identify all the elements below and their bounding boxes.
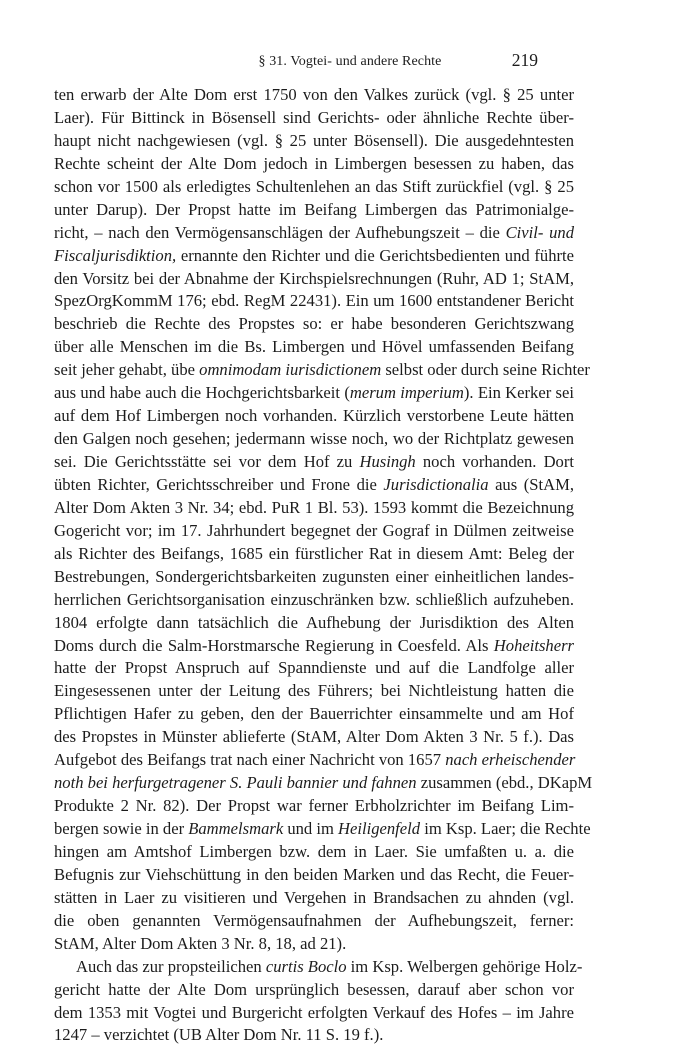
text-line: dem 1353 mit Vogtei und Burgericht erfolgten Verkauf des Hofes – im Jahre [54, 1002, 574, 1022]
italic-term: Jurisdictionalia [383, 474, 489, 494]
text-line: SpezOrgKommM 176; ebd. RegM 22431). Ein um 1600 entstandener Bericht [54, 291, 574, 311]
italic-term: Heiligenfeld [338, 819, 421, 838]
running-header [0, 50, 700, 74]
italic-term: noth bei herfurgetragener S. Pauli bannier und fahnen [54, 773, 417, 793]
text-line: 1247 – verzichtet (UB Alter Dom Nr. 11 S. 19 f.). [54, 1025, 384, 1045]
italic-term: Husingh [359, 452, 416, 471]
italic-term: nach erheischender [445, 750, 576, 770]
text-line: Laer). Für Bittinck in Bösensell sind Gerichts- oder ähnliche Rechte über- [54, 107, 574, 127]
text-line: Aufgebot des Beifangs trat nach einer Nachricht von 1657 nach erheischender [54, 750, 576, 770]
italic-term: merum imperium [349, 383, 464, 403]
text-line: haupt nicht nachgewiesen (vgl. § 25 unter Bösensell). Die ausgedehntesten [54, 130, 574, 150]
text-line: Alter Dom Akten 3 Nr. 34; ebd. PuR 1 Bl. 53). 1593 kommt die Bezeichnung [54, 497, 574, 517]
page-number: 219 [511, 50, 538, 70]
text-line: aus und habe auch die Hochgerichtsbarkeit (merum imperium). Ein Kerker sei [54, 383, 574, 403]
text-line: Rechte scheint der Alte Dom jedoch in Limbergen besessen zu haben, das [54, 153, 574, 173]
text-line: des Propstes in Münster ablieferte (StAM, Alter Dom Akten 3 Nr. 5 f.). Das [54, 727, 574, 747]
text-line: Eingesessenen unter der Leitung des Führers; bei Nichtleistung hatten die [54, 681, 574, 701]
text-line: den Galgen noch gesehen; jedermann wisse noch, wo der Richtplatz gewesen [54, 429, 574, 449]
text-line: hingen am Amtshof Limbergen bzw. dem in Laer. Sie umfaßten u. a. die [54, 841, 574, 861]
italic-term: curtis Boclo [265, 956, 347, 976]
text-line: schon vor 1500 als erledigtes Schultenlehen an das Stift zurückfiel (vgl. § 25 [54, 176, 574, 196]
text-line: beschrieb die Rechte des Propstes so: er habe besonderen Gerichtszwang [54, 314, 574, 334]
text-line: ten erwarb der Alte Dom erst 1750 von den Valkes zurück (vgl. § 25 unter [54, 85, 574, 104]
italic-term: omnimodam iurisdictionem [199, 360, 382, 380]
text-line: Pflichtigen Hafer zu geben, den der Bauerrichter einsammelte und am Hof [54, 704, 574, 724]
text-line: Doms durch die Salm-Horstmarsche Regierung in Coesfeld. Als Hoheitsherr [54, 635, 574, 655]
text-line: Befugnis zur Viehschüttung in den beiden Marken und das Recht, die Feuer- [54, 864, 574, 884]
text-line: Produkte 2 Nr. 82). Der Propst war ferner Erbholzrichter im Beifang Lim- [54, 796, 574, 816]
italic-term: Bammelsmark [188, 819, 284, 838]
text-line: noth bei herfurgetragener S. Pauli bannier und fahnen zusammen (ebd., DKapM [54, 773, 593, 793]
section-title: § 31. Vogtei- und andere Rechte [258, 54, 442, 69]
text-line: 1804 erfolgte dann tatsächlich die Aufhebung der Jurisdiktion des Alten [54, 612, 574, 632]
text-line: die oben genannten Vermögensaufnahmen der Aufhebungszeit, ferner: [54, 910, 574, 930]
italic-term: Civil- und [505, 222, 574, 242]
text-line: Bestrebungen, Sondergerichtsbarkeiten zugunsten einer einheitlichen landes- [54, 566, 574, 586]
text-line: Gogericht vor; im 17. Jahrhundert begegnet der Gograf in Dülmen zeitweise [54, 520, 574, 540]
text-line: hatte der Propst Anspruch auf Spanndienste und auf die Landfolge aller [54, 658, 574, 678]
text-line: auf dem Hof Limbergen noch vorhanden. Kürzlich verstorbene Leute hätten [54, 406, 574, 426]
text-line: über alle Menschen im die Bs. Limbergen und Hövel umfassenden Beifang [54, 337, 574, 357]
text-line: Auch das zur propsteilichen curtis Boclo im Ksp. Welbergen gehörige Holz- [76, 956, 583, 976]
text-line: gericht hatte der Alte Dom ursprünglich besessen, darauf aber schon vor [54, 979, 574, 999]
body-text [54, 84, 593, 1047]
text-line: den Vorsitz bei der Abnahme der Kirchspielsrechnungen (Ruhr, AD 1; StAM, [54, 268, 574, 288]
text-line: herrlichen Gerichtsorganisation einzuschränken bzw. schließlich aufzuheben. [54, 589, 574, 609]
text-line: übten Richter, Gerichtsschreiber und Frone die Jurisdictionalia aus (StAM, [54, 474, 574, 494]
text-line: stätten in Laer zu visitieren und Vergehen in Brandsachen zu ahnden (vgl. [54, 887, 574, 907]
paragraph [54, 84, 593, 956]
paragraph [54, 956, 583, 1048]
text-line: Fiscaljurisdiktion, ernannte den Richter und die Gerichtsbedienten und führte [54, 245, 574, 265]
text-line: sei. Die Gerichtsstätte sei vor dem Hof zu Husingh noch vorhanden. Dort [54, 452, 574, 471]
text-line: seit jeher gehabt, übe omnimodam iurisdictionem selbst oder durch seine Richter [54, 360, 590, 380]
text-line: bergen sowie in der Bammelsmark und im Heiligenfeld im Ksp. Laer; die Rechte [54, 819, 591, 838]
text-line: unter Darup). Der Propst hatte im Beifang Limbergen das Patrimonialge- [54, 199, 574, 219]
italic-term: Hoheitsherr [493, 635, 574, 655]
text-line: StAM, Alter Dom Akten 3 Nr. 8, 18, ad 21). [54, 933, 347, 953]
text-line: als Richter des Beifangs, 1685 ein fürstlicher Rat in diesem Amt: Beleg der [54, 543, 574, 563]
text-line: richt, – nach den Vermögensanschlägen der Aufhebungszeit – die Civil- und [54, 222, 574, 242]
italic-term: Fiscaljurisdiktion, [54, 245, 177, 265]
